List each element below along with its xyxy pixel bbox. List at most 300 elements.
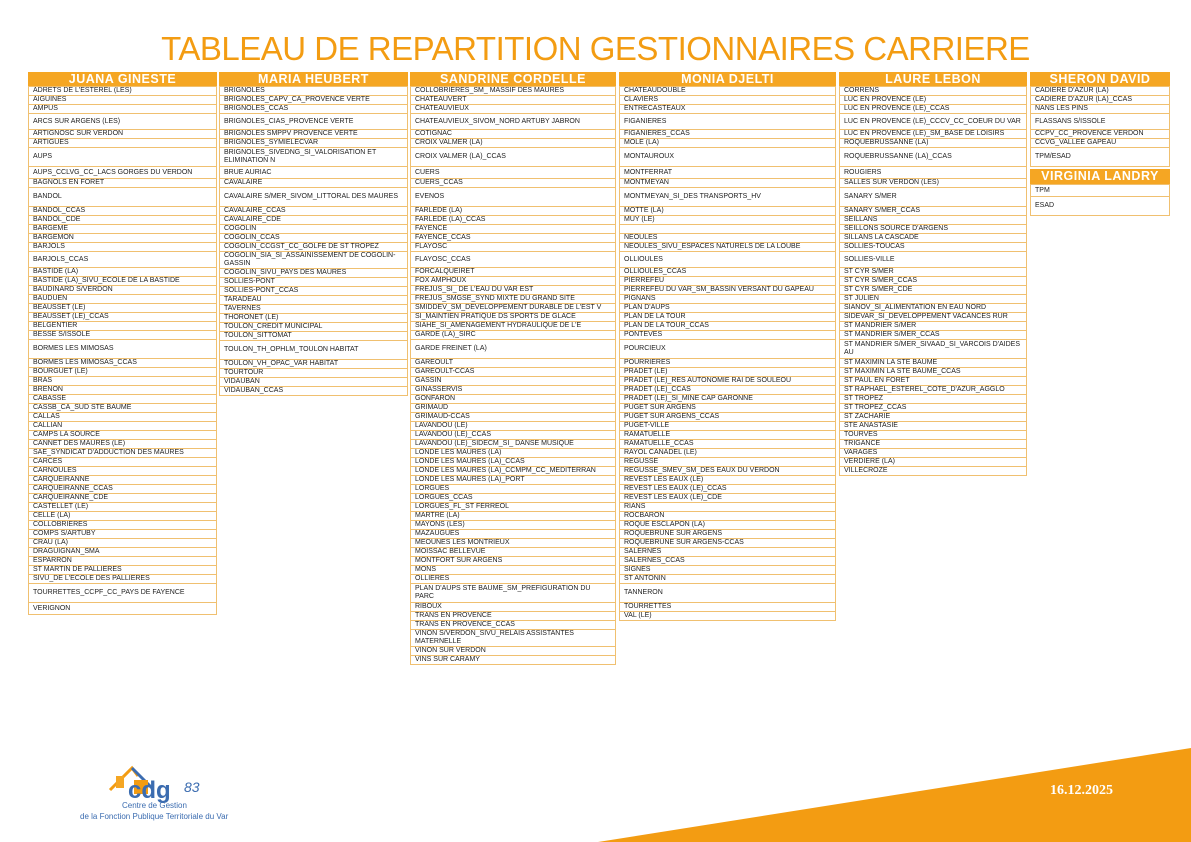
collectivite-cell: FREJUS_SMGSE_SYND MIXTE DU GRAND SITE — [411, 295, 616, 304]
table-row — [220, 216, 408, 225]
svg-text:83: 83 — [184, 779, 200, 795]
collectivite-cell: COGOLIN_SIVU_PAYS DES MAURES — [220, 269, 408, 278]
collectivite-cell: MONTFORT SUR ARGENS — [411, 557, 616, 566]
collectivite-cell: SAE_SYNDICAT D'ADDUCTION DES MAURES — [29, 449, 217, 458]
table-row — [411, 467, 616, 476]
collectivite-cell: BRIGNOLES — [220, 87, 408, 96]
table-row — [29, 331, 217, 340]
table-row — [620, 179, 836, 188]
collectivite-cell: VERIGNON — [29, 603, 217, 615]
table-row — [620, 440, 836, 449]
table-row — [220, 360, 408, 369]
table-row — [1031, 87, 1170, 96]
table-row — [220, 252, 408, 269]
collectivite-cell: SIVU_DE L'ECOLE DES PALLIERES — [29, 575, 217, 584]
table-row — [29, 521, 217, 530]
table-row — [620, 404, 836, 413]
svg-text:cdg: cdg — [128, 777, 171, 804]
table-row — [29, 225, 217, 234]
table-row — [411, 207, 616, 216]
table-row — [411, 313, 616, 322]
table-row — [29, 494, 217, 503]
collectivite-cell: AIGUINES — [29, 96, 217, 105]
collectivite-cell: FLAYOSC_CCAS — [411, 252, 616, 268]
table-row — [840, 322, 1027, 331]
collectivite-cell: ST MAXIMIN LA STE BAUME_CCAS — [840, 368, 1027, 377]
table-row — [620, 512, 836, 521]
table-row — [29, 449, 217, 458]
table-row — [411, 340, 616, 359]
column-header: MARIA HEUBERT — [219, 72, 408, 86]
collectivite-cell: SALERNES_CCAS — [620, 557, 836, 566]
table-row — [411, 359, 616, 368]
table-row — [840, 87, 1027, 96]
table-row — [220, 314, 408, 323]
collectivite-cell: PRADET (LE)_RES AUTONOMIE RAI DE SOULEOU — [620, 377, 836, 386]
collectivite-cell: GRIMAUD-CCAS — [411, 413, 616, 422]
collectivite-cell: ST MAXIMIN LA STE BAUME — [840, 359, 1027, 368]
collectivite-cell: CAVALAIRE — [220, 179, 408, 188]
collectivite-cell: CUERS_CCAS — [411, 179, 616, 188]
collectivite-cell: AUPS_CCLVG_CC_LACS GORGES DU VERDON — [29, 167, 217, 179]
collectivite-cell: SOLLIES-PONT — [220, 278, 408, 287]
collectivite-cell: SANARY S/MER_CCAS — [840, 207, 1027, 216]
collectivite-cell: CASTELLET (LE) — [29, 503, 217, 512]
table-row — [411, 322, 616, 331]
collectivite-cell: BRIGNOLES SMPPV PROVENCE VERTE — [220, 130, 408, 139]
collectivite-cell: RIBOUX — [411, 603, 616, 612]
table-row — [1031, 114, 1170, 130]
table-row — [840, 368, 1027, 377]
collectivite-cell: RAMATUELLE — [620, 431, 836, 440]
collectivite-cell: MOLE (LA) — [620, 139, 836, 148]
collectivite-cell: TOURTOUR — [220, 369, 408, 378]
collectivite-cell: TARADEAU — [220, 296, 408, 305]
collectivite-cell: BARJOLS_CCAS — [29, 252, 217, 268]
column-header: SANDRINE CORDELLE — [410, 72, 616, 86]
collectivite-cell: FAYENCE_CCAS — [411, 234, 616, 243]
collectivite-cell: ST TROPEZ — [840, 395, 1027, 404]
collectivite-cell: RIANS — [620, 503, 836, 512]
table-row — [620, 395, 836, 404]
collectivite-cell: CHATEAUDOUBLE — [620, 87, 836, 96]
table-row — [29, 207, 217, 216]
table-row — [620, 167, 836, 179]
table-row — [29, 548, 217, 557]
logo-caption-line1: Centre de Gestion — [122, 801, 187, 810]
table-row — [220, 287, 408, 296]
table-row — [29, 467, 217, 476]
collectivite-cell: VINS SUR CARAMY — [411, 656, 616, 665]
collectivite-cell: CHATEAUVIEUX — [411, 105, 616, 114]
collectivite-cell: MARTRE (LA) — [411, 512, 616, 521]
collectivite-cell: ARCS SUR ARGENS (LES) — [29, 114, 217, 130]
collectivite-cell: GAREOULT — [411, 359, 616, 368]
collectivite-cell: PRADET (LE)_SI_MINE CAP GARONNE — [620, 395, 836, 404]
collectivite-cell: TRANS EN PROVENCE — [411, 612, 616, 621]
table-row — [620, 467, 836, 476]
collectivite-cell: CALLAS — [29, 413, 217, 422]
table-row — [411, 304, 616, 313]
table-row — [29, 422, 217, 431]
table-row — [29, 139, 217, 148]
table-row — [620, 612, 836, 621]
table-row — [220, 139, 408, 148]
collectivite-cell: BELGENTIER — [29, 322, 217, 331]
table-row — [1031, 185, 1170, 197]
collectivite-cell: BASTIDE (LA)_SIVU_ECOLE DE LA BASTIDE — [29, 277, 217, 286]
collectivite-cell: MONTMEYAN_SI_DES TRANSPORTS_HV — [620, 188, 836, 207]
collectivite-cell: PONTEVES — [620, 331, 836, 340]
table-row — [620, 268, 836, 277]
collectivite-cell: LUC EN PROVENCE (LE) — [840, 96, 1027, 105]
collectivite-cell: LORGUES_CCAS — [411, 494, 616, 503]
collectivite-cell: ARTIGUES — [29, 139, 217, 148]
collectivite-cell: FORCALQUEIRET — [411, 268, 616, 277]
table-row — [220, 234, 408, 243]
collectivite-cell: MEOUNES LES MONTRIEUX — [411, 539, 616, 548]
table-row — [840, 268, 1027, 277]
collectivite-cell: ST MANDRIER S/MER — [840, 322, 1027, 331]
table-row — [411, 656, 616, 665]
table-row — [29, 179, 217, 188]
collectivite-cell: COGOLIN_CCGST_CC_GOLFE DE ST TROPEZ — [220, 243, 408, 252]
column-laure-lebon — [839, 72, 1027, 476]
table-row — [29, 188, 217, 207]
collectivite-cell: ST MARTIN DE PALLIERES — [29, 566, 217, 575]
table-row — [29, 130, 217, 139]
collectivite-cell: TOULON_VH_OPAC_VAR HABITAT — [220, 360, 408, 369]
table-row — [620, 304, 836, 313]
collectivite-cell: COTIGNAC — [411, 130, 616, 139]
collectivite-cell: BARGEME — [29, 225, 217, 234]
collectivite-cell: BANDOL — [29, 188, 217, 207]
collectivite-cell: ESAD — [1031, 197, 1170, 216]
collectivite-cell: REVEST LES EAUX (LE) — [620, 476, 836, 485]
table-row — [220, 167, 408, 179]
table-row — [411, 234, 616, 243]
table-row — [620, 494, 836, 503]
table-row — [620, 521, 836, 530]
column-sheron-david — [1030, 72, 1170, 216]
collectivite-cell: BRIGNOLES_CCAS — [220, 105, 408, 114]
table-row — [620, 548, 836, 557]
assignment-list — [619, 86, 836, 621]
table-row — [620, 340, 836, 359]
collectivite-cell: ENTRECASTEAUX — [620, 105, 836, 114]
collectivite-cell: REVEST LES EAUX (LE)_CDE — [620, 494, 836, 503]
table-row — [620, 313, 836, 322]
collectivite-cell: LONDE LES MAURES (LA)_CCAS — [411, 458, 616, 467]
table-row — [620, 331, 836, 340]
collectivite-cell: CUERS — [411, 167, 616, 179]
table-row — [29, 268, 217, 277]
table-row — [29, 148, 217, 167]
collectivite-cell: SOLLIES-TOUCAS — [840, 243, 1027, 252]
table-row — [29, 243, 217, 252]
collectivite-cell: TOURRETTES — [620, 603, 836, 612]
table-row — [220, 378, 408, 387]
collectivite-cell: CCVG_VALLEE GAPEAU — [1031, 139, 1170, 148]
collectivite-cell: CARQUEIRANNE — [29, 476, 217, 485]
collectivite-cell: MONTAUROUX — [620, 148, 836, 167]
collectivite-cell: PLAN D'AUPS STE BAUME_SM_PREFIGURATION DU PARC — [411, 584, 616, 603]
table-row — [620, 359, 836, 368]
collectivite-cell: FOX AMPHOUX — [411, 277, 616, 286]
collectivite-cell: MOISSAC BELLEVUE — [411, 548, 616, 557]
table-row — [29, 252, 217, 268]
collectivite-cell: SI_MAINTIEN PRATIQUE DS SPORTS DE GLACE — [411, 313, 616, 322]
table-row — [411, 368, 616, 377]
collectivite-cell: PUGET SUR ARGENS_CCAS — [620, 413, 836, 422]
collectivite-cell: BAGNOLS EN FORET — [29, 179, 217, 188]
collectivite-cell — [620, 225, 836, 234]
table-row — [411, 548, 616, 557]
table-row — [840, 130, 1027, 139]
table-row — [411, 512, 616, 521]
collectivite-cell: PRADET (LE)_CCAS — [620, 386, 836, 395]
collectivite-cell: LORGUES_FL_ST FERREOL — [411, 503, 616, 512]
table-row — [220, 114, 408, 130]
table-row — [620, 422, 836, 431]
collectivite-cell: AUPS — [29, 148, 217, 167]
table-row — [620, 476, 836, 485]
collectivite-cell: VERDIERE (LA) — [840, 458, 1027, 467]
table-row — [411, 404, 616, 413]
collectivite-cell: OLLIOULES — [620, 252, 836, 268]
table-row — [29, 557, 217, 566]
collectivite-cell: BRIGNOLES_CIAS_PROVENCE VERTE — [220, 114, 408, 130]
table-row — [220, 96, 408, 105]
collectivite-cell: STE ANASTASIE — [840, 422, 1027, 431]
collectivite-cell: REGUSSE — [620, 458, 836, 467]
table-row — [220, 207, 408, 216]
collectivite-cell: FAYENCE — [411, 225, 616, 234]
table-row — [29, 286, 217, 295]
assignment-list — [1030, 184, 1170, 216]
collectivite-cell: BRIGNOLES_SYMIELECVAR — [220, 139, 408, 148]
table-row — [411, 148, 616, 167]
collectivite-cell: COGOLIN — [220, 225, 408, 234]
table-row — [840, 139, 1027, 148]
collectivite-cell: TANNERON — [620, 584, 836, 603]
table-row — [29, 395, 217, 404]
table-row — [620, 286, 836, 295]
collectivite-cell: LONDE LES MAURES (LA)_PORT — [411, 476, 616, 485]
collectivite-cell: VILLECROZE — [840, 467, 1027, 476]
table-row — [220, 105, 408, 114]
collectivite-cell: PUGET SUR ARGENS — [620, 404, 836, 413]
table-row — [620, 87, 836, 96]
table-row — [411, 167, 616, 179]
table-row — [411, 566, 616, 575]
collectivite-cell: NANS LES PINS — [1031, 105, 1170, 114]
table-row — [840, 404, 1027, 413]
table-row — [411, 431, 616, 440]
table-row — [29, 377, 217, 386]
table-row — [29, 96, 217, 105]
collectivite-cell: MOTTE (LA) — [620, 207, 836, 216]
collectivite-cell: ADRETS DE L'ESTEREL (LES) — [29, 87, 217, 96]
collectivite-cell: SANARY S/MER — [840, 188, 1027, 207]
table-row — [411, 268, 616, 277]
collectivite-cell: CAVALAIRE_CCAS — [220, 207, 408, 216]
collectivite-cell: POURRIERES — [620, 359, 836, 368]
collectivite-cell: CALLIAN — [29, 422, 217, 431]
collectivite-cell: PIGNANS — [620, 295, 836, 304]
collectivite-cell: MAYONS (LES) — [411, 521, 616, 530]
logo-caption-line2: de la Fonction Publique Territoriale du Var — [80, 812, 229, 821]
table-row — [29, 404, 217, 413]
table-row — [620, 243, 836, 252]
table-row — [29, 413, 217, 422]
table-row — [29, 167, 217, 179]
collectivite-cell: TAVERNES — [220, 305, 408, 314]
table-row — [29, 431, 217, 440]
table-row — [220, 225, 408, 234]
collectivite-cell: BRIGNOLES_CAPV_CA_PROVENCE VERTE — [220, 96, 408, 105]
assignment-list — [1030, 86, 1170, 167]
table-row — [620, 575, 836, 584]
table-row — [411, 647, 616, 656]
collectivite-cell: ST ANTONIN — [620, 575, 836, 584]
table-row — [840, 331, 1027, 340]
collectivite-cell: SOLLIES-VILLE — [840, 252, 1027, 268]
table-row — [620, 584, 836, 603]
table-row — [620, 139, 836, 148]
table-row — [840, 188, 1027, 207]
table-row — [840, 458, 1027, 467]
collectivite-cell: COGOLIN_SIA_SI_ASSAINISSEMENT DE COGOLIN-GASSIN — [220, 252, 408, 269]
collectivite-cell: VIDAUBAN_CCAS — [220, 387, 408, 396]
assignment-list — [28, 86, 217, 615]
collectivite-cell: CASSB_CA_SUD STE BAUME — [29, 404, 217, 413]
column-header: JUANA GINESTE — [28, 72, 217, 86]
collectivite-cell: LORGUES — [411, 485, 616, 494]
column-monia-djelti — [619, 72, 836, 621]
table-row — [1031, 96, 1170, 105]
collectivite-cell: ST RAPHAEL_ESTEREL_COTE_D'AZUR_AGGLO — [840, 386, 1027, 395]
collectivite-cell: CHATEAUVERT — [411, 96, 616, 105]
table-row — [29, 566, 217, 575]
collectivite-cell: CANNET DES MAURES (LE) — [29, 440, 217, 449]
document-date: 16.12.2025 — [1050, 783, 1113, 798]
collectivite-cell: TPM/ESAD — [1031, 148, 1170, 167]
collectivite-cell: TRANS EN PROVENCE_CCAS — [411, 621, 616, 630]
table-row — [411, 603, 616, 612]
table-row — [29, 234, 217, 243]
collectivite-cell: OLLIERES — [411, 575, 616, 584]
collectivite-cell: BRAS — [29, 377, 217, 386]
collectivite-cell: POURCIEUX — [620, 340, 836, 359]
collectivite-cell: ROQUEBRUSSANNE (LA) — [840, 139, 1027, 148]
collectivite-cell: ESPARRON — [29, 557, 217, 566]
collectivite-cell: GARDE FREINET (LA) — [411, 340, 616, 359]
collectivite-cell: GARDE (LA)_SIRC — [411, 331, 616, 340]
table-row — [620, 431, 836, 440]
collectivite-cell: LONDE LES MAURES (LA)_CCMPM_CC_MEDITERRAN — [411, 467, 616, 476]
table-row — [411, 377, 616, 386]
assignment-list — [410, 86, 616, 665]
column-header: MONIA DJELTI — [619, 72, 836, 86]
collectivite-cell: CHATEAUVIEUX_SIVOM_NORD ARTUBY JABRON — [411, 114, 616, 130]
assignment-list — [219, 86, 408, 396]
collectivite-cell: SIDEVAR_SI_DEVELOPPEMENT VACANCES RUR — [840, 313, 1027, 322]
collectivite-cell: LONDE LES MAURES (LA) — [411, 449, 616, 458]
table-row — [29, 530, 217, 539]
collectivite-cell: COLLOBRIERES_SM_ MASSIF DES MAURES — [411, 87, 616, 96]
table-row — [220, 179, 408, 188]
table-row — [620, 413, 836, 422]
collectivite-cell: BORMES LES MIMOSAS — [29, 340, 217, 359]
collectivite-cell: CORRENS — [840, 87, 1027, 96]
collectivite-cell: LAVANDOU (LE) — [411, 422, 616, 431]
collectivite-cell: ST PAUL EN FORET — [840, 377, 1027, 386]
collectivite-cell: ST MANDRIER S/MER_CCAS — [840, 331, 1027, 340]
collectivite-cell: CCPV_CC_PROVENCE VERDON — [1031, 130, 1170, 139]
collectivite-cell: COMPS S/ARTUBY — [29, 530, 217, 539]
collectivite-cell: BOURGUET (LE) — [29, 368, 217, 377]
table-row — [411, 503, 616, 512]
collectivite-cell: BANDOL_CCAS — [29, 207, 217, 216]
collectivite-cell: CRAU (LA) — [29, 539, 217, 548]
table-row — [620, 530, 836, 539]
collectivite-cell: ROQUEBRUNE SUR ARGENS — [620, 530, 836, 539]
table-row — [29, 87, 217, 96]
table-row — [1031, 130, 1170, 139]
table-row — [411, 243, 616, 252]
table-row — [840, 386, 1027, 395]
table-row — [411, 539, 616, 548]
collectivite-cell: VAL (LE) — [620, 612, 836, 621]
collectivite-cell: FLAYOSC — [411, 243, 616, 252]
table-row — [840, 467, 1027, 476]
collectivite-cell: FLASSANS S/ISSOLE — [1031, 114, 1170, 130]
collectivite-cell: TOULON_CREDIT MUNICIPAL — [220, 323, 408, 332]
collectivite-cell: RAYOL CANADEL (LE) — [620, 449, 836, 458]
table-row — [840, 340, 1027, 359]
table-row — [840, 422, 1027, 431]
table-row — [411, 621, 616, 630]
table-row — [840, 377, 1027, 386]
collectivite-cell: CAVALAIRE S/MER_SIVOM_LITTORAL DES MAURES — [220, 188, 408, 207]
collectivite-cell: GINASSERVIS — [411, 386, 616, 395]
table-row — [411, 295, 616, 304]
collectivite-cell: OLLIOULES_CCAS — [620, 268, 836, 277]
table-row — [220, 188, 408, 207]
collectivite-cell: ROQUEBRUNE SUR ARGENS-CCAS — [620, 539, 836, 548]
collectivite-cell: VINON S/VERDON_SIVU_RELAIS ASSISTANTES MATERNELLE — [411, 630, 616, 647]
table-row — [620, 207, 836, 216]
collectivite-cell: MUY (LE) — [620, 216, 836, 225]
table-row — [840, 252, 1027, 268]
collectivite-cell: VIDAUBAN — [220, 378, 408, 387]
table-row — [840, 225, 1027, 234]
collectivite-cell: PUGET-VILLE — [620, 422, 836, 431]
collectivite-cell: BRENON — [29, 386, 217, 395]
table-row — [220, 243, 408, 252]
table-row — [29, 216, 217, 225]
collectivite-cell: SALERNES — [620, 548, 836, 557]
collectivite-cell: LUC EN PROVENCE (LE)_SM_BASE DE LOISIRS — [840, 130, 1027, 139]
table-row — [620, 105, 836, 114]
table-row — [411, 96, 616, 105]
table-row — [840, 148, 1027, 167]
table-row — [620, 322, 836, 331]
table-row — [620, 557, 836, 566]
table-row — [840, 216, 1027, 225]
table-row — [29, 322, 217, 331]
